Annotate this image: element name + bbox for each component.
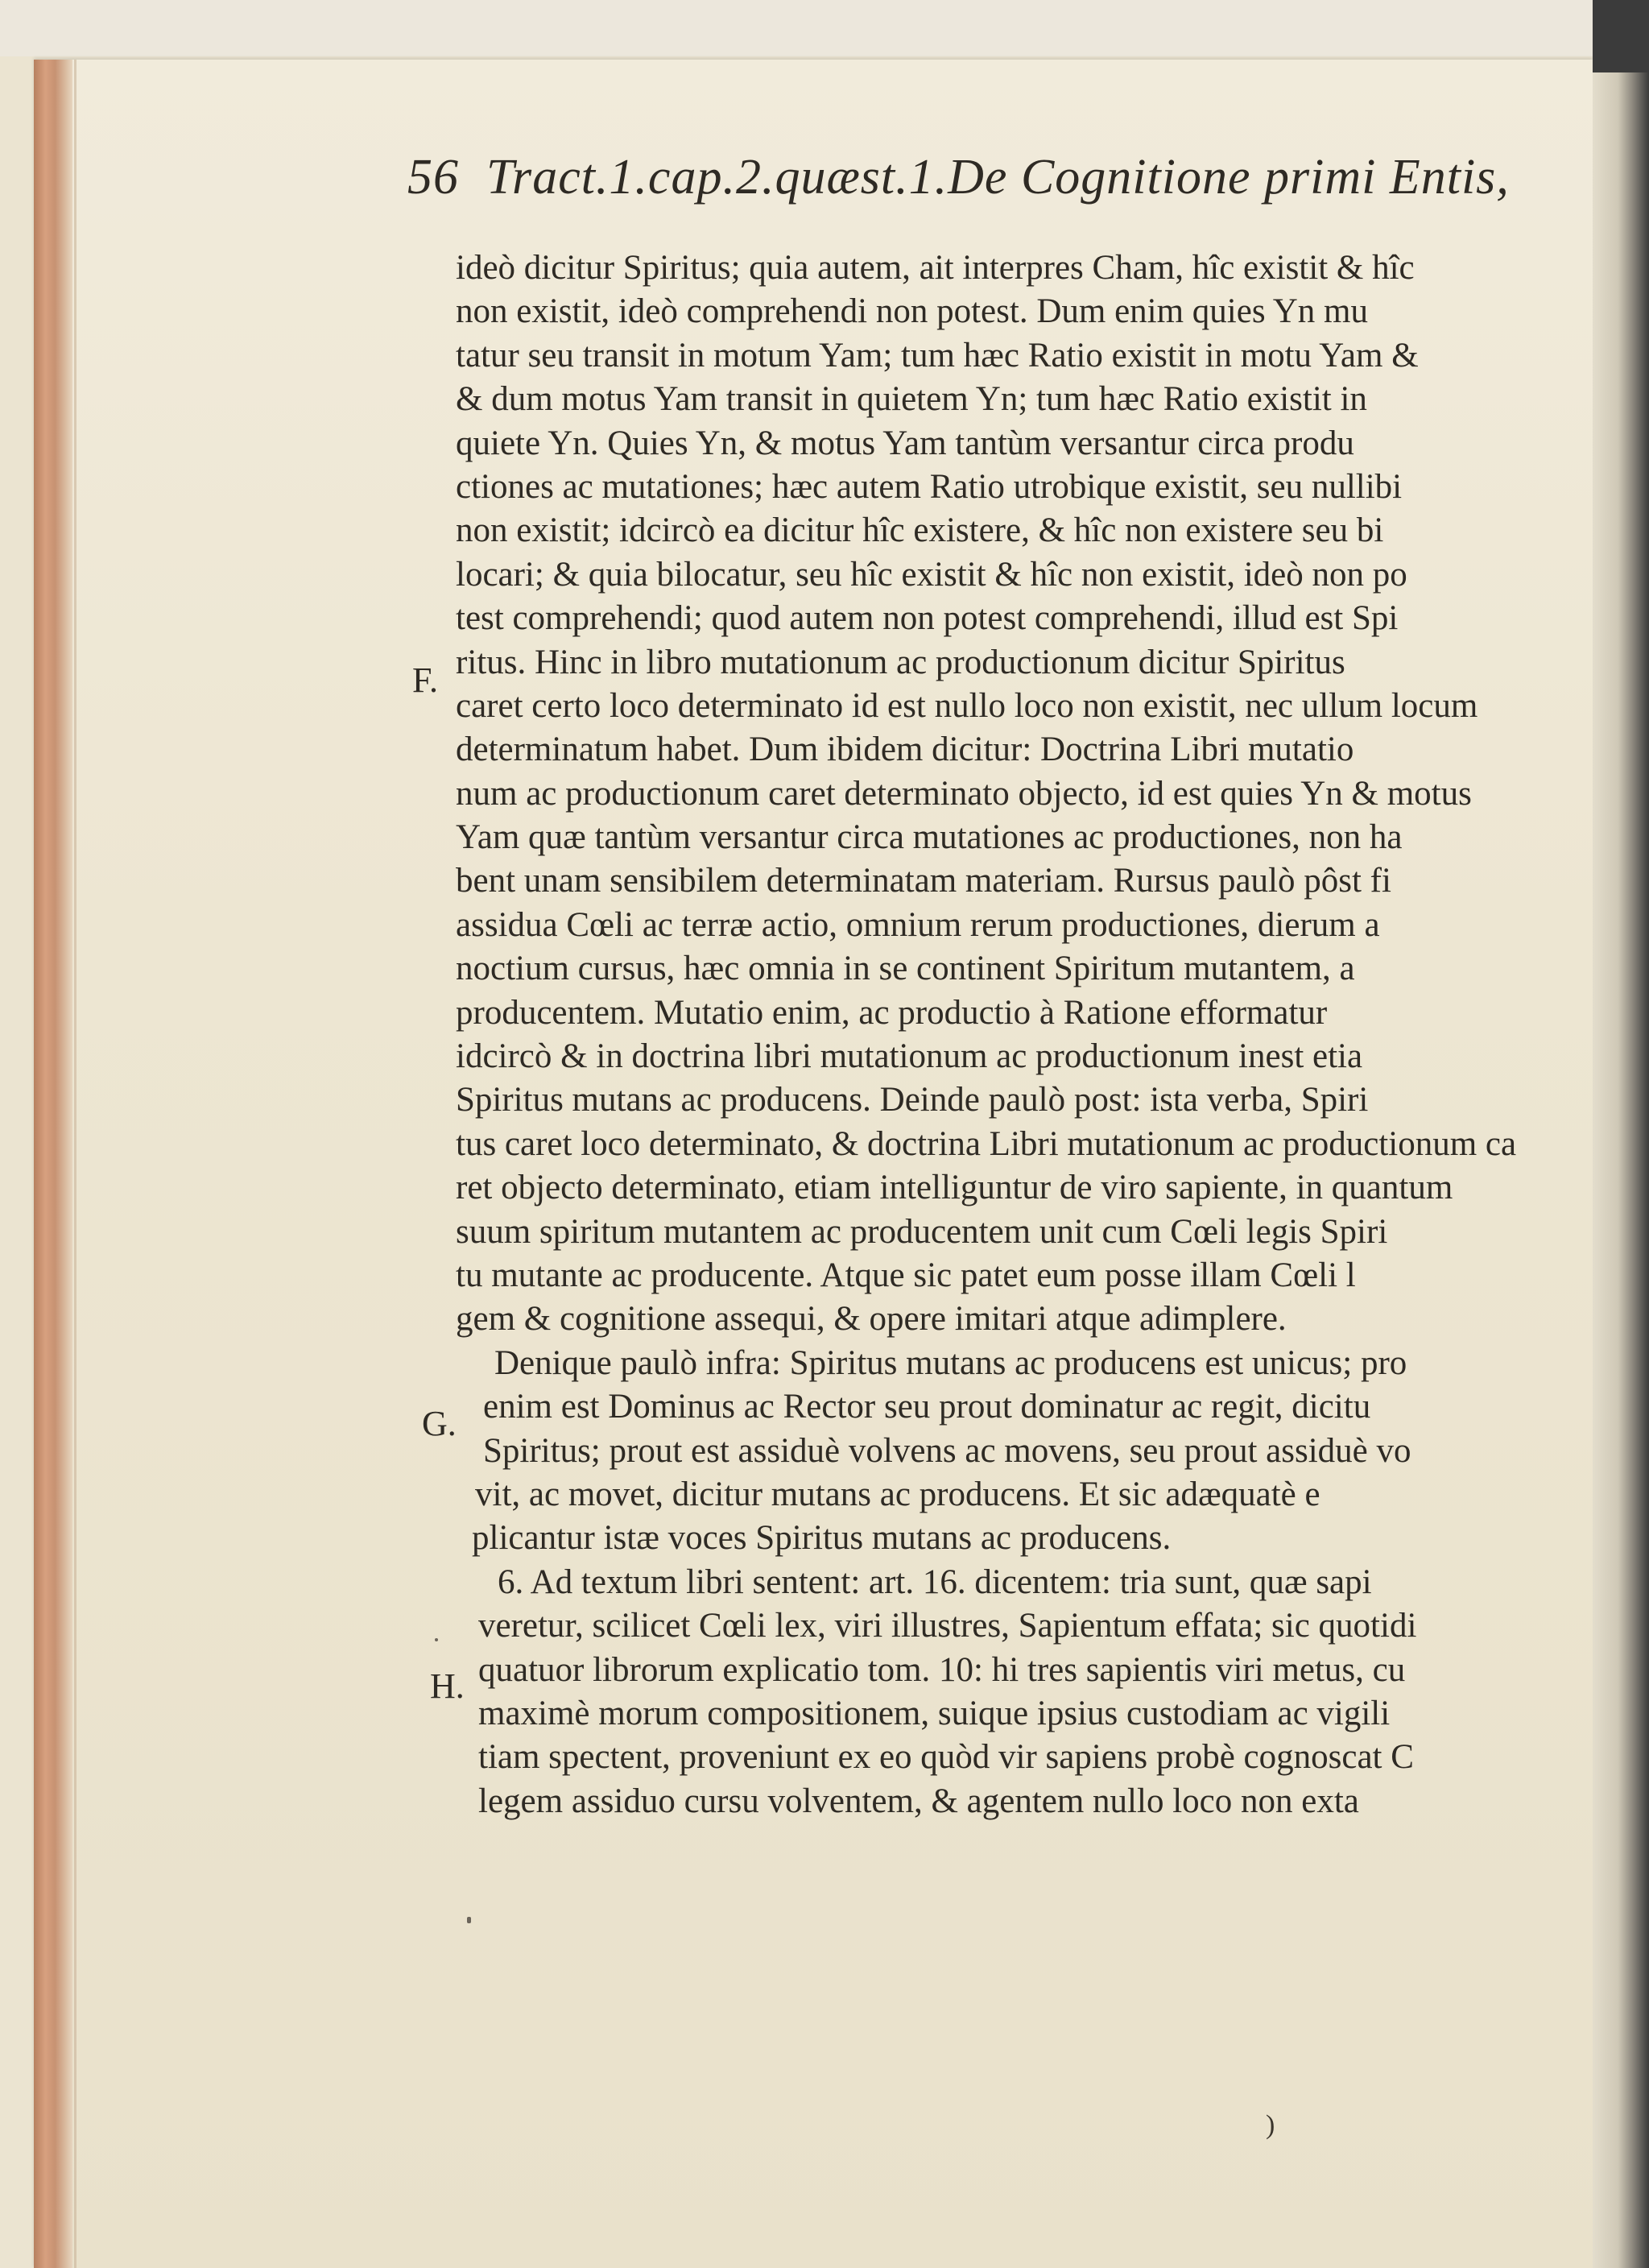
text-line-14: Yam quæ tantùm versantur circa mutationes ac productiones, non ha (456, 818, 1403, 857)
text-line-8: locari; & quia bilocatur, seu hîc existit & hîc non existit, ideò non po (456, 555, 1407, 594)
text-line-7: non existit; idcircò ea dicitur hîc existere, & hîc non existere seu bi (456, 511, 1384, 550)
text-line-24: tu mutante ac producente. Atque sic patet eum posse illam Cœli l (456, 1256, 1356, 1294)
text-line-10: ritus. Hinc in libro mutationum ac productionum dicitur Spiritus (456, 643, 1345, 681)
running-title: Tract.1.cap.2.quæst.1.De Cognitione primi Entis, (486, 150, 1510, 205)
text-line-19: idcircò & in doctrina libri mutationum ac productionum inest etia (456, 1037, 1363, 1076)
section-marker-f: F. (412, 660, 438, 700)
text-line-4: & dum motus Yam transit in quietem Yn; tum hæc Ratio existit in (456, 380, 1367, 419)
text-line-35: tiam spectent, proveniunt ex eo quòd vir sapiens probè cognoscat C (478, 1738, 1414, 1777)
text-line-33: quatuor librorum explicatio tom. 10: hi tres sapientis viri metus, cu (478, 1650, 1406, 1689)
text-line-28: Spiritus; prout est assiduè volvens ac movens, seu prout assiduè vo (483, 1431, 1411, 1470)
text-line-11: caret certo loco determinato id est nullo loco non existit, nec ullum locum (456, 686, 1478, 725)
folio-mark: ) (1266, 2110, 1275, 2140)
binding-crease (74, 60, 76, 2268)
text-line-5: quiete Yn. Quies Yn, & motus Yam tantùm versantur circa produ (456, 424, 1354, 462)
text-line-36: legem assiduo cursu volventem, & agentem nullo loco non exta (478, 1782, 1359, 1820)
text-line-26: Denique paulò infra: Spiritus mutans ac producens est unicus; pro (494, 1343, 1407, 1382)
page-binding-edge (34, 60, 72, 2268)
text-line-29: vit, ac movet, dicitur mutans ac producens. Et sic adæquatè e (475, 1475, 1320, 1513)
text-line-21: tus caret loco determinato, & doctrina Libri mutationum ac productionum ca (456, 1124, 1517, 1163)
text-line-2: non existit, ideò comprehendi non potest. Dum enim quies Yn mu (456, 292, 1368, 331)
text-line-31: 6. Ad textum libri sentent: art. 16. dicentem: tria sunt, quæ sapi (498, 1562, 1372, 1601)
text-line-25: gem & cognitione assequi, & opere imitari atque adimplere. (456, 1300, 1287, 1339)
running-head (407, 149, 1599, 230)
text-line-20: Spiritus mutans ac producens. Deinde paulò post: ista verba, Spiri (456, 1081, 1369, 1120)
text-line-34: maximè morum compositionem, suique ipsius custodiam ac vigili (478, 1694, 1391, 1732)
text-line-12: determinatum habet. Dum ibidem dicitur: Doctrina Libri mutatio (456, 730, 1354, 769)
text-line-30: plicantur istæ voces Spiritus mutans ac producens. (472, 1519, 1172, 1558)
ink-speck (467, 1917, 471, 1923)
text-line-22: ret objecto determinato, etiam intelliguntur de viro sapiente, in quantum (456, 1169, 1453, 1207)
text-line-1: ideò dicitur Spiritus; quia autem, ait interpres Cham, hîc existit & hîc (456, 249, 1415, 287)
text-line-16: assidua Cœli ac terræ actio, omnium rerum productiones, dierum a (456, 905, 1380, 944)
text-line-23: suum spiritum mutantem ac producentem unit cum Cœli legis Spiri (456, 1212, 1388, 1251)
text-line-9: test comprehendi; quod autem non potest comprehendi, illud est Spi (456, 599, 1399, 638)
text-line-18: producentem. Mutatio enim, ac productio à Ratione efformatur (456, 993, 1328, 1032)
scan-background (0, 0, 1649, 56)
text-line-32: veretur, scilicet Cœli lex, viri illustres, Sapientum effata; sic quotidi (478, 1607, 1417, 1645)
scanner-shadow (1593, 0, 1649, 72)
text-line-6: ctiones ac mutationes; hæc autem Ratio utrobique existit, seu nullibi (456, 467, 1403, 506)
text-line-27: enim est Dominus ac Rector seu prout dominatur ac regit, dicitu (483, 1388, 1371, 1426)
text-line-3: tatur seu transit in motum Yam; tum hæc Ratio existit in motu Yam & (456, 336, 1419, 375)
page-number: 56 (407, 150, 459, 205)
ink-speck (435, 1638, 438, 1641)
body-text (456, 246, 1631, 1823)
text-line-15: bent unam sensibilem determinatam materiam. Rursus paulò pôst fi (456, 862, 1391, 900)
section-marker-h: H. (430, 1666, 465, 1706)
text-line-17: noctium cursus, hæc omnia in se continent Spiritum mutantem, a (456, 950, 1355, 988)
section-marker-g: G. (422, 1404, 457, 1443)
text-line-13: num ac productionum caret determinato objecto, id est quies Yn & motus (456, 774, 1472, 813)
